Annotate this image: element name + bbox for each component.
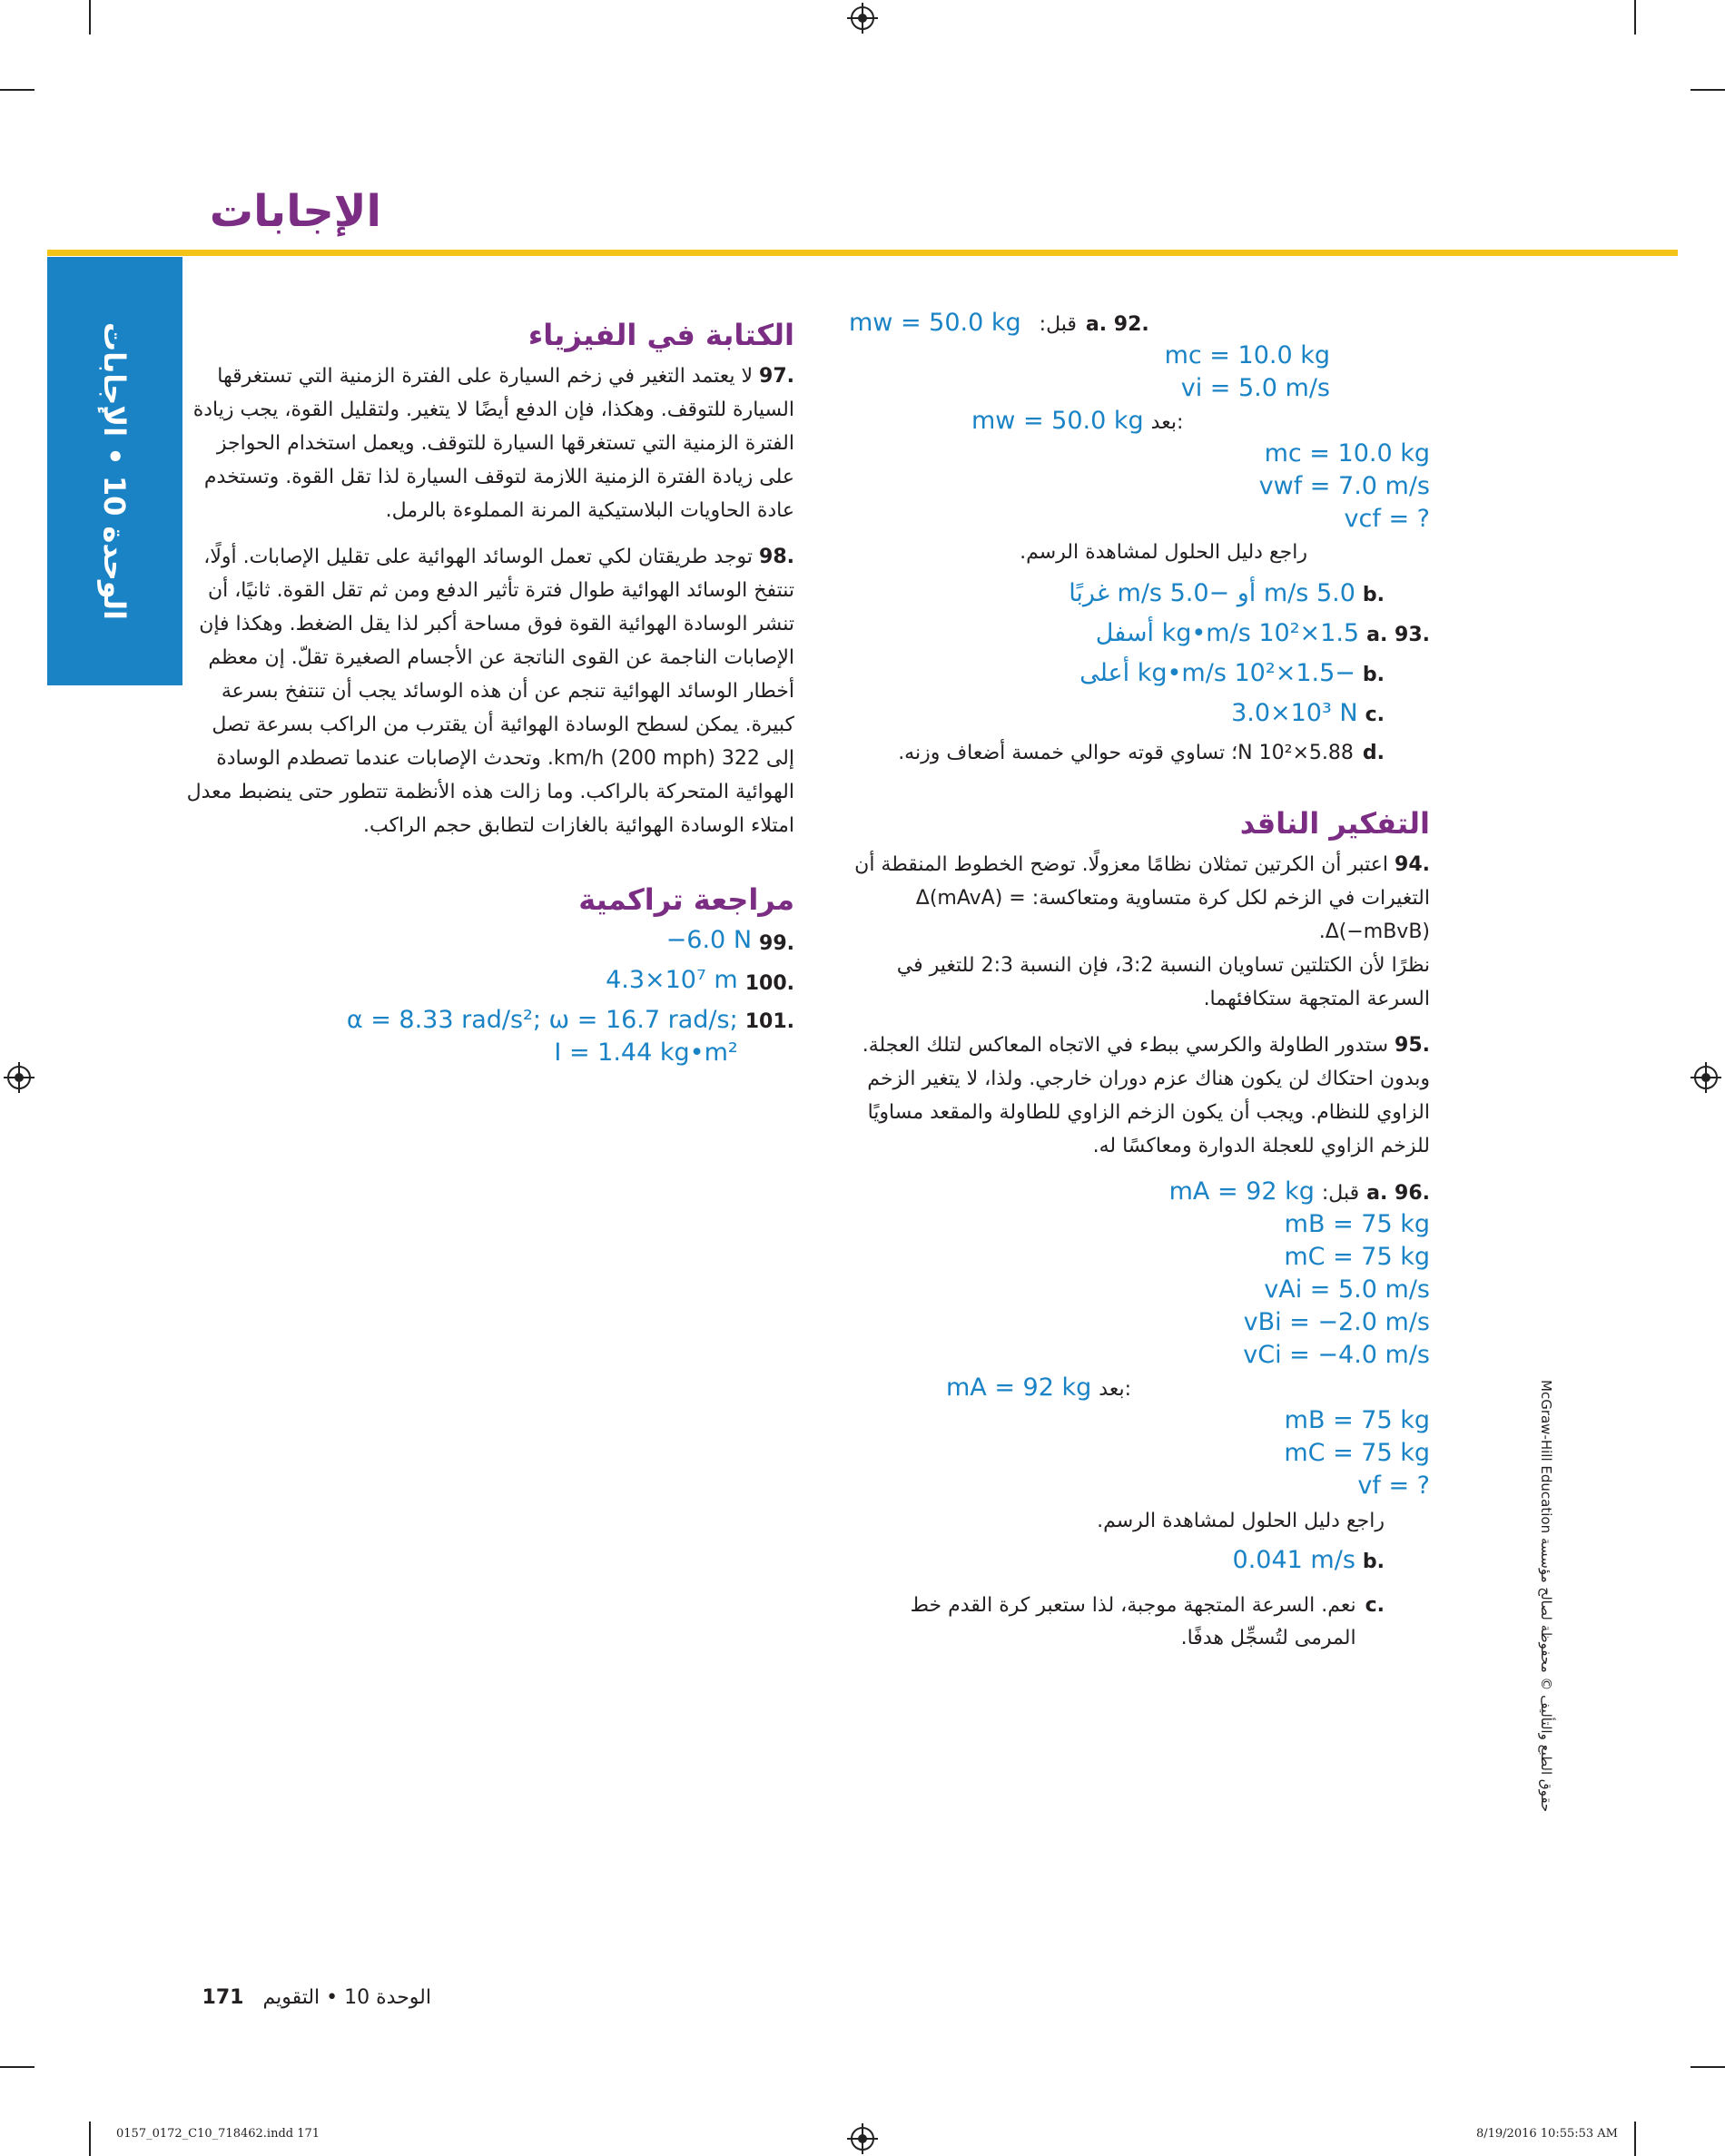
crop-mark bbox=[1634, 0, 1636, 34]
question-text: توجد طريقتان لكي تعمل الوسائد الهوائية على تقليل الإصابات. أولًا، تنتفخ الوسائد الهوائية طوال فترة تأثير الدفع ومن ثم تقل القوة. ثانيًا، أن تنشر الوسادة الهوائية القوة فوق مساحة أكبر لذا يقل الضغط. وهكذا فإن الإصابات الناجمة عن القوى الناتجة عن الأجسام الصغيرة تقلّ. إن معظم أخطار الوسائد الهوائية تنجم عن أن هذه الوسائد يجب أن تنتفخ بسرعة كبيرة. يمكن لسطح الوسادة الهوائية أن يقترب من الراكب بسرعة تصل إلى 322 km/h (200 mph). وتحدث الإصابات عندما تصطدم الوسادة الهوائية المتحركة بالراكب. وما زالت هذه الأنظمة تتطور حتى ينضبط معدل امتلاء الوسادة الهوائية بالغازات لتطابق حجم الراكب. bbox=[186, 546, 794, 837]
q93-number: .93 bbox=[1395, 624, 1430, 646]
equation: mC = 75 kg bbox=[1284, 1439, 1430, 1467]
q95-number: .95 bbox=[1395, 1034, 1430, 1057]
side-tab-label: الوحدة 10 • الإجابات bbox=[97, 322, 132, 620]
timestamp-slug: 8/19/2016 10:55:53 AM bbox=[1475, 2127, 1618, 2141]
q93-b-label: .b bbox=[1362, 664, 1385, 686]
answer-value: −1.5×10² kg•m/s أعلى bbox=[1079, 659, 1355, 687]
q93-c-label: .c bbox=[1365, 704, 1385, 726]
crop-mark bbox=[89, 0, 91, 34]
equation: mB = 75 kg bbox=[1284, 1210, 1430, 1238]
q101-number: .101 bbox=[744, 1010, 794, 1033]
see-solutions-note: راجع دليل الحلول لمشاهدة الرسم. bbox=[1097, 1510, 1385, 1532]
answer-value: 4.3×10⁷ m bbox=[606, 966, 738, 994]
question-94 bbox=[849, 848, 1430, 1016]
answer-value: I = 1.44 kg•m² bbox=[554, 1039, 738, 1067]
right-column bbox=[849, 307, 1430, 1655]
crop-mark bbox=[1690, 89, 1725, 91]
file-slug: 0157_0172_C10_718462.indd 171 bbox=[116, 2127, 320, 2141]
equation: mA = 92 kg bbox=[946, 1373, 1092, 1402]
see-solutions-note: راجع دليل الحلول لمشاهدة الرسم. bbox=[1020, 541, 1307, 564]
crop-mark bbox=[1634, 2122, 1636, 2156]
registration-mark-icon bbox=[1694, 1066, 1718, 1089]
q94-number: .94 bbox=[1395, 853, 1430, 876]
registration-mark-icon bbox=[851, 2127, 874, 2151]
equation: vCi = −4.0 m/s bbox=[1243, 1341, 1430, 1369]
registration-mark-icon bbox=[851, 6, 874, 30]
crop-mark bbox=[0, 2066, 34, 2068]
equation: mC = 75 kg bbox=[1284, 1243, 1430, 1271]
question-99 bbox=[186, 924, 794, 964]
equation: mA = 92 kg bbox=[1168, 1177, 1315, 1206]
left-column bbox=[186, 318, 794, 1069]
q92-number: .92 bbox=[1113, 313, 1149, 336]
crop-mark bbox=[89, 2122, 91, 2156]
answer-value: 1.5×10² kg•m/s أسفل bbox=[1095, 619, 1360, 647]
q97-number: .97 bbox=[759, 365, 794, 388]
q93-a-label: .a bbox=[1366, 624, 1388, 646]
title-rule bbox=[47, 250, 1678, 256]
q96-a-label: .a bbox=[1366, 1182, 1388, 1205]
equation: mw = 50.0 kg bbox=[971, 407, 1144, 435]
answer-value: −6.0 N bbox=[665, 926, 753, 954]
q96-b-label: .b bbox=[1362, 1551, 1385, 1573]
crop-mark bbox=[0, 89, 34, 91]
page-footer bbox=[202, 1986, 431, 2009]
question-92 bbox=[849, 307, 1430, 610]
equation: mc = 10.0 kg bbox=[1164, 341, 1330, 369]
q100-number: .100 bbox=[744, 972, 794, 995]
equation: vi = 5.0 m/s bbox=[1180, 374, 1330, 402]
after-label: بعد: bbox=[1150, 411, 1184, 434]
q99-number: .99 bbox=[759, 932, 794, 955]
question-96 bbox=[849, 1176, 1430, 1655]
answer-value: 5.0 m/s أو −5.0 m/s غربًا bbox=[1069, 579, 1355, 607]
question-text: لا يعتمد التغير في زخم السيارة على الفترة الزمنية التي تستغرقها السيارة للتوقف. وهكذا، فإن الدفع أيضًا لا يتغير. ولتقليل القوة، يجب زيادة الفترة الزمنية التي تستغرقها السيارة للتوقف. ويعمل استخدام الحواجز على زيادة الفترة الزمنية اللازمة لتوقف السيارة لذا تقل القوة. وتستخدم عادة الحاويات البلاستيكية المرنة المملوءة بالرمل. bbox=[192, 365, 794, 522]
q92-b-label: .b bbox=[1362, 584, 1385, 606]
question-98 bbox=[186, 540, 794, 842]
q96-number: .96 bbox=[1395, 1182, 1430, 1205]
q93-d-label: .d bbox=[1362, 742, 1385, 764]
equation: vBi = −2.0 m/s bbox=[1243, 1308, 1430, 1336]
equation: vwf = 7.0 m/s bbox=[1258, 472, 1430, 500]
question-text: نظرًا لأن الكتلتين تساويان النسبة 3:2، فإن النسبة 2:3 للتغير في السرعة المتجهة ستكافئهما. bbox=[896, 954, 1430, 1010]
page-title: الإجابات bbox=[209, 186, 381, 237]
registration-mark-icon bbox=[7, 1066, 31, 1089]
section-heading: مراجعة تراكمية bbox=[578, 882, 794, 917]
question-101 bbox=[186, 1004, 794, 1069]
answer-value: 3.0×10³ N bbox=[1231, 699, 1358, 727]
equation: vf = ? bbox=[1357, 1472, 1430, 1500]
equation: vAi = 5.0 m/s bbox=[1264, 1275, 1430, 1304]
question-95 bbox=[849, 1029, 1430, 1163]
question-100 bbox=[186, 964, 794, 1004]
q92-a-label: .a bbox=[1085, 313, 1108, 336]
page-number: 171 bbox=[202, 1986, 244, 2009]
section-heading: التفكير الناقد bbox=[1239, 806, 1430, 841]
question-97 bbox=[186, 359, 794, 527]
question-text: ستدور الطاولة والكرسي ببطء في الاتجاه المعاكس لتلك العجلة. وبدون احتكاك لن يكون هناك عزم دوران خارجي. ولذا، لا يتغير الزخم الزاوي للنظام. ويجب أن يكون الزخم الزاوي للطاولة والمقعد مساويًا للزخم الزاوي للعجلة الدوارة ومعاكسًا له. bbox=[862, 1034, 1430, 1157]
answer-value: 0.041 m/s bbox=[1232, 1546, 1355, 1574]
crop-mark bbox=[1690, 2066, 1725, 2068]
before-label: قبل: bbox=[1039, 313, 1077, 336]
question-93 bbox=[849, 615, 1430, 772]
q96-c-label: .c bbox=[1365, 1594, 1385, 1617]
after-label: بعد: bbox=[1099, 1378, 1131, 1401]
before-label: قبل: bbox=[1321, 1182, 1360, 1205]
q98-number: .98 bbox=[759, 546, 794, 568]
equation: mc = 10.0 kg bbox=[1264, 439, 1430, 468]
question-text: اعتبر أن الكرتين تمثلان نظامًا معزولًا. توضح الخطوط المنقطة أن التغيرات في الزخم لكل كرة متساوية ومتعاكسة: Δ(mAvA) = Δ(−mBvB). bbox=[854, 853, 1430, 943]
equation: vcf = ? bbox=[1344, 505, 1430, 533]
equation: mw = 50.0 kg bbox=[849, 309, 1021, 337]
section-heading: الكتابة في الفيزياء bbox=[527, 318, 794, 352]
copyright-notice: حقوق الطبع والتأليف © محفوظة لصالح مؤسسة McGraw-Hill Education bbox=[1538, 1380, 1554, 1813]
answer-value: α = 8.33 rad/s²; ω = 16.7 rad/s; bbox=[346, 1006, 738, 1034]
equation: mB = 75 kg bbox=[1284, 1406, 1430, 1434]
footer-label: الوحدة 10 • التقويم bbox=[262, 1986, 431, 2009]
answer-value: نعم. السرعة المتجهة موجبة، لذا ستعبر كرة القدم خط المرمى لتُسجِّل هدفًا. bbox=[910, 1594, 1356, 1649]
answer-value: 5.88×10² N؛ تساوي قوته حوالي خمسة أضعاف وزنه. bbox=[898, 742, 1354, 764]
